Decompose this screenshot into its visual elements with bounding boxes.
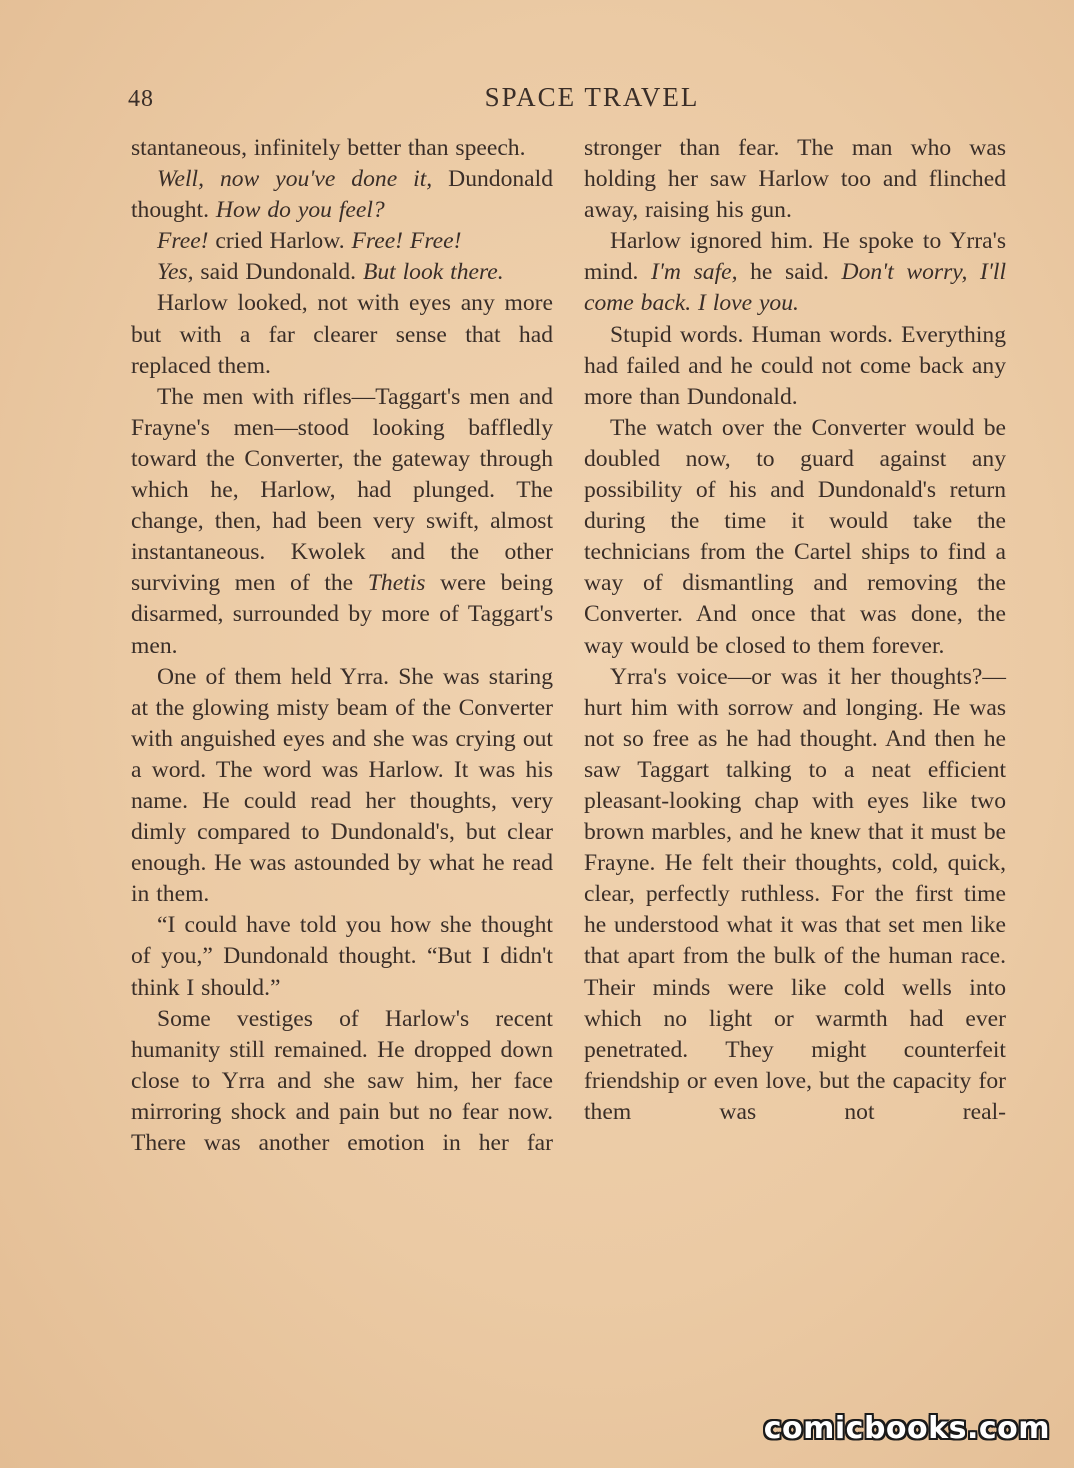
- paragraph: stronger than fear. The man who was holding her saw Harlow too and flinched away, raising his gun.: [584, 135, 1006, 224]
- paragraph: The men with rifles—Taggart's men and Frayne's men—stood looking baffledly toward the Converter, the gateway through which he, Harlow, had plunged. The change, then, had been very swift, almost instantaneous. Kwolek and the other surviving men of the Thetis were being disarmed, surrounded by more of Taggart's men.: [131, 383, 553, 659]
- page-header: [128, 82, 1008, 122]
- paragraph: The watch over the Converter would be doubled now, to guard against any possibility of his and Dundonald's return during the time it would take the technicians from the Cartel ships to find a way of dismantling and removing the Converter. And once that was done, the way would be closed to them forever.: [584, 414, 1006, 659]
- right-column: [584, 133, 1006, 1128]
- paragraph: Stupid words. Human words. Everything had failed and he could not come back any more than Dundonald.: [584, 321, 1006, 410]
- page-number: 48: [128, 86, 154, 112]
- paragraph: Some vestiges of Harlow's recent humanity still remained. He dropped down close to Yrra and she saw him, her face mirroring shock and pain but no fear now. There was another emotion in her far: [131, 1005, 553, 1156]
- paragraph: Yrra's voice—or was it her thoughts?—hurt him with sorrow and longing. He was not so free as he had thought. And then he saw Taggart talking to a neat efficient pleasant-looking chap with eyes like two brown marbles, and he knew that it must be Frayne. He felt their thoughts, cold, quick, clear, perfectly ruthless. For the first time he understood what it was that set men like that apart from the bulk of the human race. Their minds were like cold wells into which no light or warmth had ever penetrated. They might counterfeit friendship or even love, but the capacity for them was not real-: [584, 663, 1006, 1125]
- paragraph: Harlow ignored him. He spoke to Yrra's mind. I'm safe, he said. Don't worry, I'll come back. I love you.: [584, 228, 1006, 317]
- paragraph: Yes, said Dundonald. But look there.: [157, 259, 504, 286]
- paragraph: Free! cried Harlow. Free! Free!: [157, 228, 462, 255]
- paragraph: One of them held Yrra. She was staring at the glowing misty beam of the Converter with anguished eyes and she was crying out a word. The word was Harlow. It was his name. He could read her thoughts, very dimly compared to Dundonald's, but clear enough. He was astounded by what he read in them.: [131, 663, 553, 908]
- running-title: SPACE TRAVEL: [484, 82, 700, 112]
- paragraph: stantaneous, infinitely better than speech.: [131, 135, 526, 161]
- paragraph: Harlow looked, not with eyes any more but with a far clearer sense that had replaced them.: [131, 290, 553, 379]
- paragraph: Well, now you've done it, Dundonald thought. How do you feel?: [131, 166, 554, 224]
- paragraph: “I could have told you how she thought of you,” Dundonald thought. “But I didn't think I should.”: [131, 912, 553, 1001]
- watermark-logo: comicbooks.com: [763, 1411, 1050, 1446]
- left-column: [131, 133, 553, 1159]
